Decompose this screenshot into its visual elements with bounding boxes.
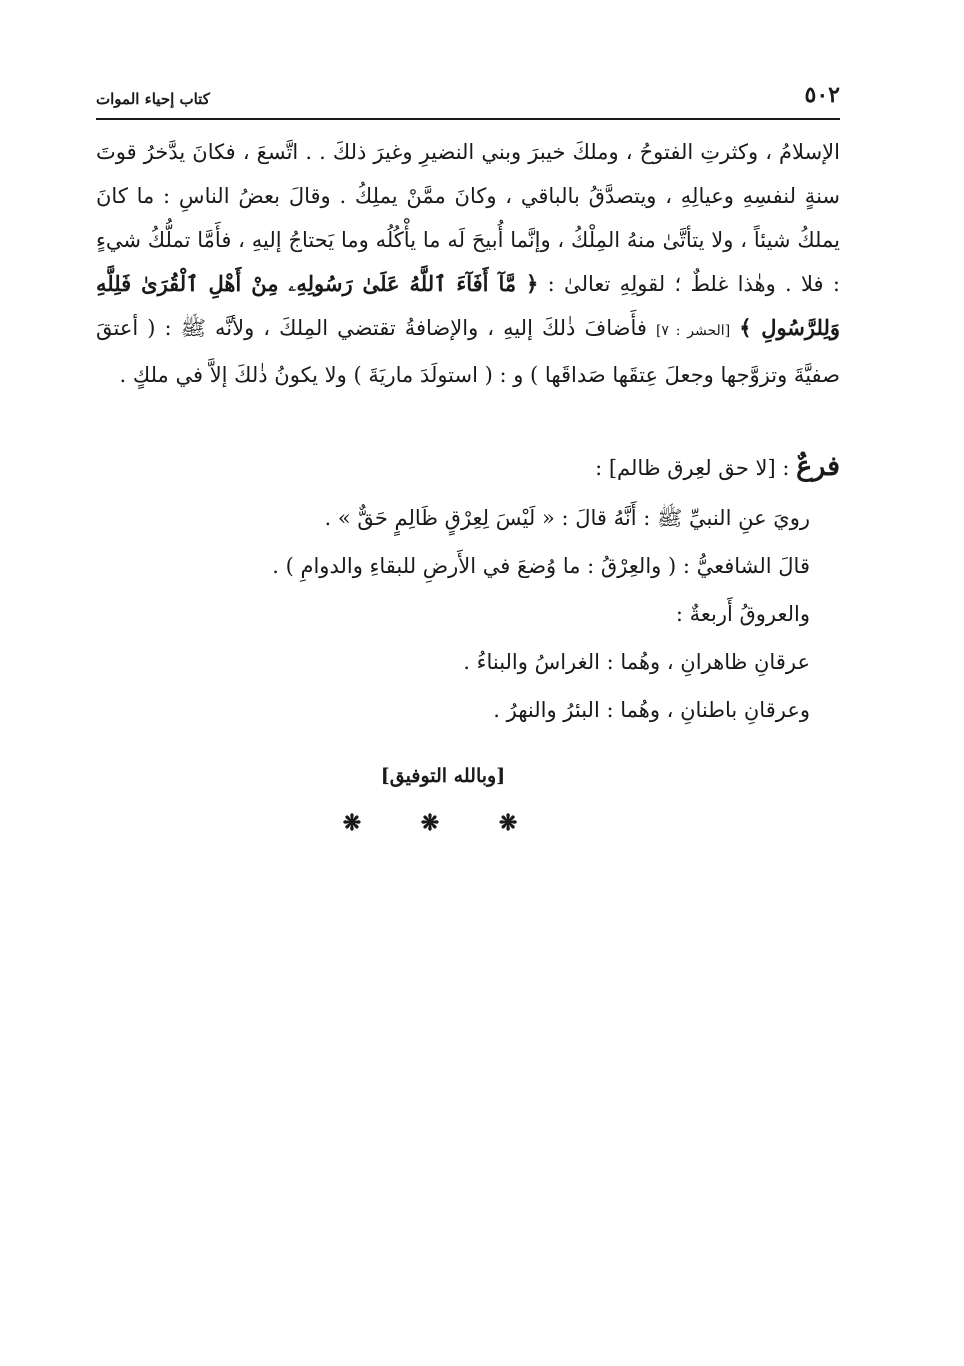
section-title: : [لا حق لعِرق ظالم] : [595,456,797,480]
page-body [96,130,840,836]
header-divider [96,118,840,120]
branch-word: فرعٌ [796,451,840,482]
section-end-ornament: ❋ ❋ ❋ [342,810,544,836]
quran-verse: ﴿ مَّآ أَفَآءَ ٱللَّهُ عَلَىٰ رَسُولِهِۦ مِنْ أَهْلِ ٱلْقُرَىٰ فَلِلَّهِ وَلِلرَّسُولِ ﴾ [96,271,840,340]
section-line: قالَ الشافعيُّ : ( والعِرْقُ : ما وُضعَ في الأَرضِ للبقاءِ والدوامِ ) . [272,554,810,578]
verse-reference: [الحشر : ٧] [655,323,731,339]
closing-phrase: [وبالله التوفيق] [380,765,506,787]
section-heading [96,445,840,490]
page-header [96,82,840,122]
page-number: ٥٠٢ [804,82,840,108]
section-line: عرقانِ ظاهرانِ ، وهُما : الغراسُ والبناءُ . [463,650,810,674]
paragraph-text-after-verse: فأَضافَ ذٰلكَ إليهِ ، والإضافةُ تقتضي المِلكَ ، ولأنَّه ﷺ : ( أعتقَ صفيَّةَ وتزوَّجها وجعلَ عِتقَها صَداقَها ) و : ( استولَدَ ماريَةَ ) ولا يكونُ ذٰلكَ إلاَّ في ملكٍ . [96,316,840,387]
section-line: والعروقُ أَربعةٌ : [675,602,810,626]
running-title: كتاب إحياء الموات [96,90,210,108]
section-line: وعرقانِ باطنانِ ، وهُما : البئرُ والنهرُ . [493,698,810,722]
paragraph-text-before-verse: الإسلامُ ، وكثرتِ الفتوحُ ، وملكَ خيبرَ وبني النضيرِ وغيرَ ذلكَ . . اتَّسعَ ، فكانَ يدَّخرُ قوتَ سنةٍ لنفسِهِ وعيالِهِ ، ويتصدَّقُ بالباقي ، وكانَ ممَّنْ يملِكُ . وقالَ بعضُ الناسِ : ما كانَ يملكُ شيئاً ، ولا يتأتَّىٰ منهُ المِلْكُ ، وإنَّما أُبيحَ لَه ما يأْكُلُه وما يَحتاجُ إليهِ ، فأَمَّا تملُّكُ شيءٍ : فلا . وهٰذا غلطٌ ؛ لقولِهِ تعالىٰ : [96,140,840,296]
branch-section [96,445,840,734]
section-lines [96,494,840,734]
section-line: رويَ عنِ النبيِّ ﷺ : أَنَّهُ قالَ : « لَيْسَ لِعِرْقٍ ظَالِمٍ حَقٌّ » . [324,506,810,530]
main-paragraph [96,130,840,397]
